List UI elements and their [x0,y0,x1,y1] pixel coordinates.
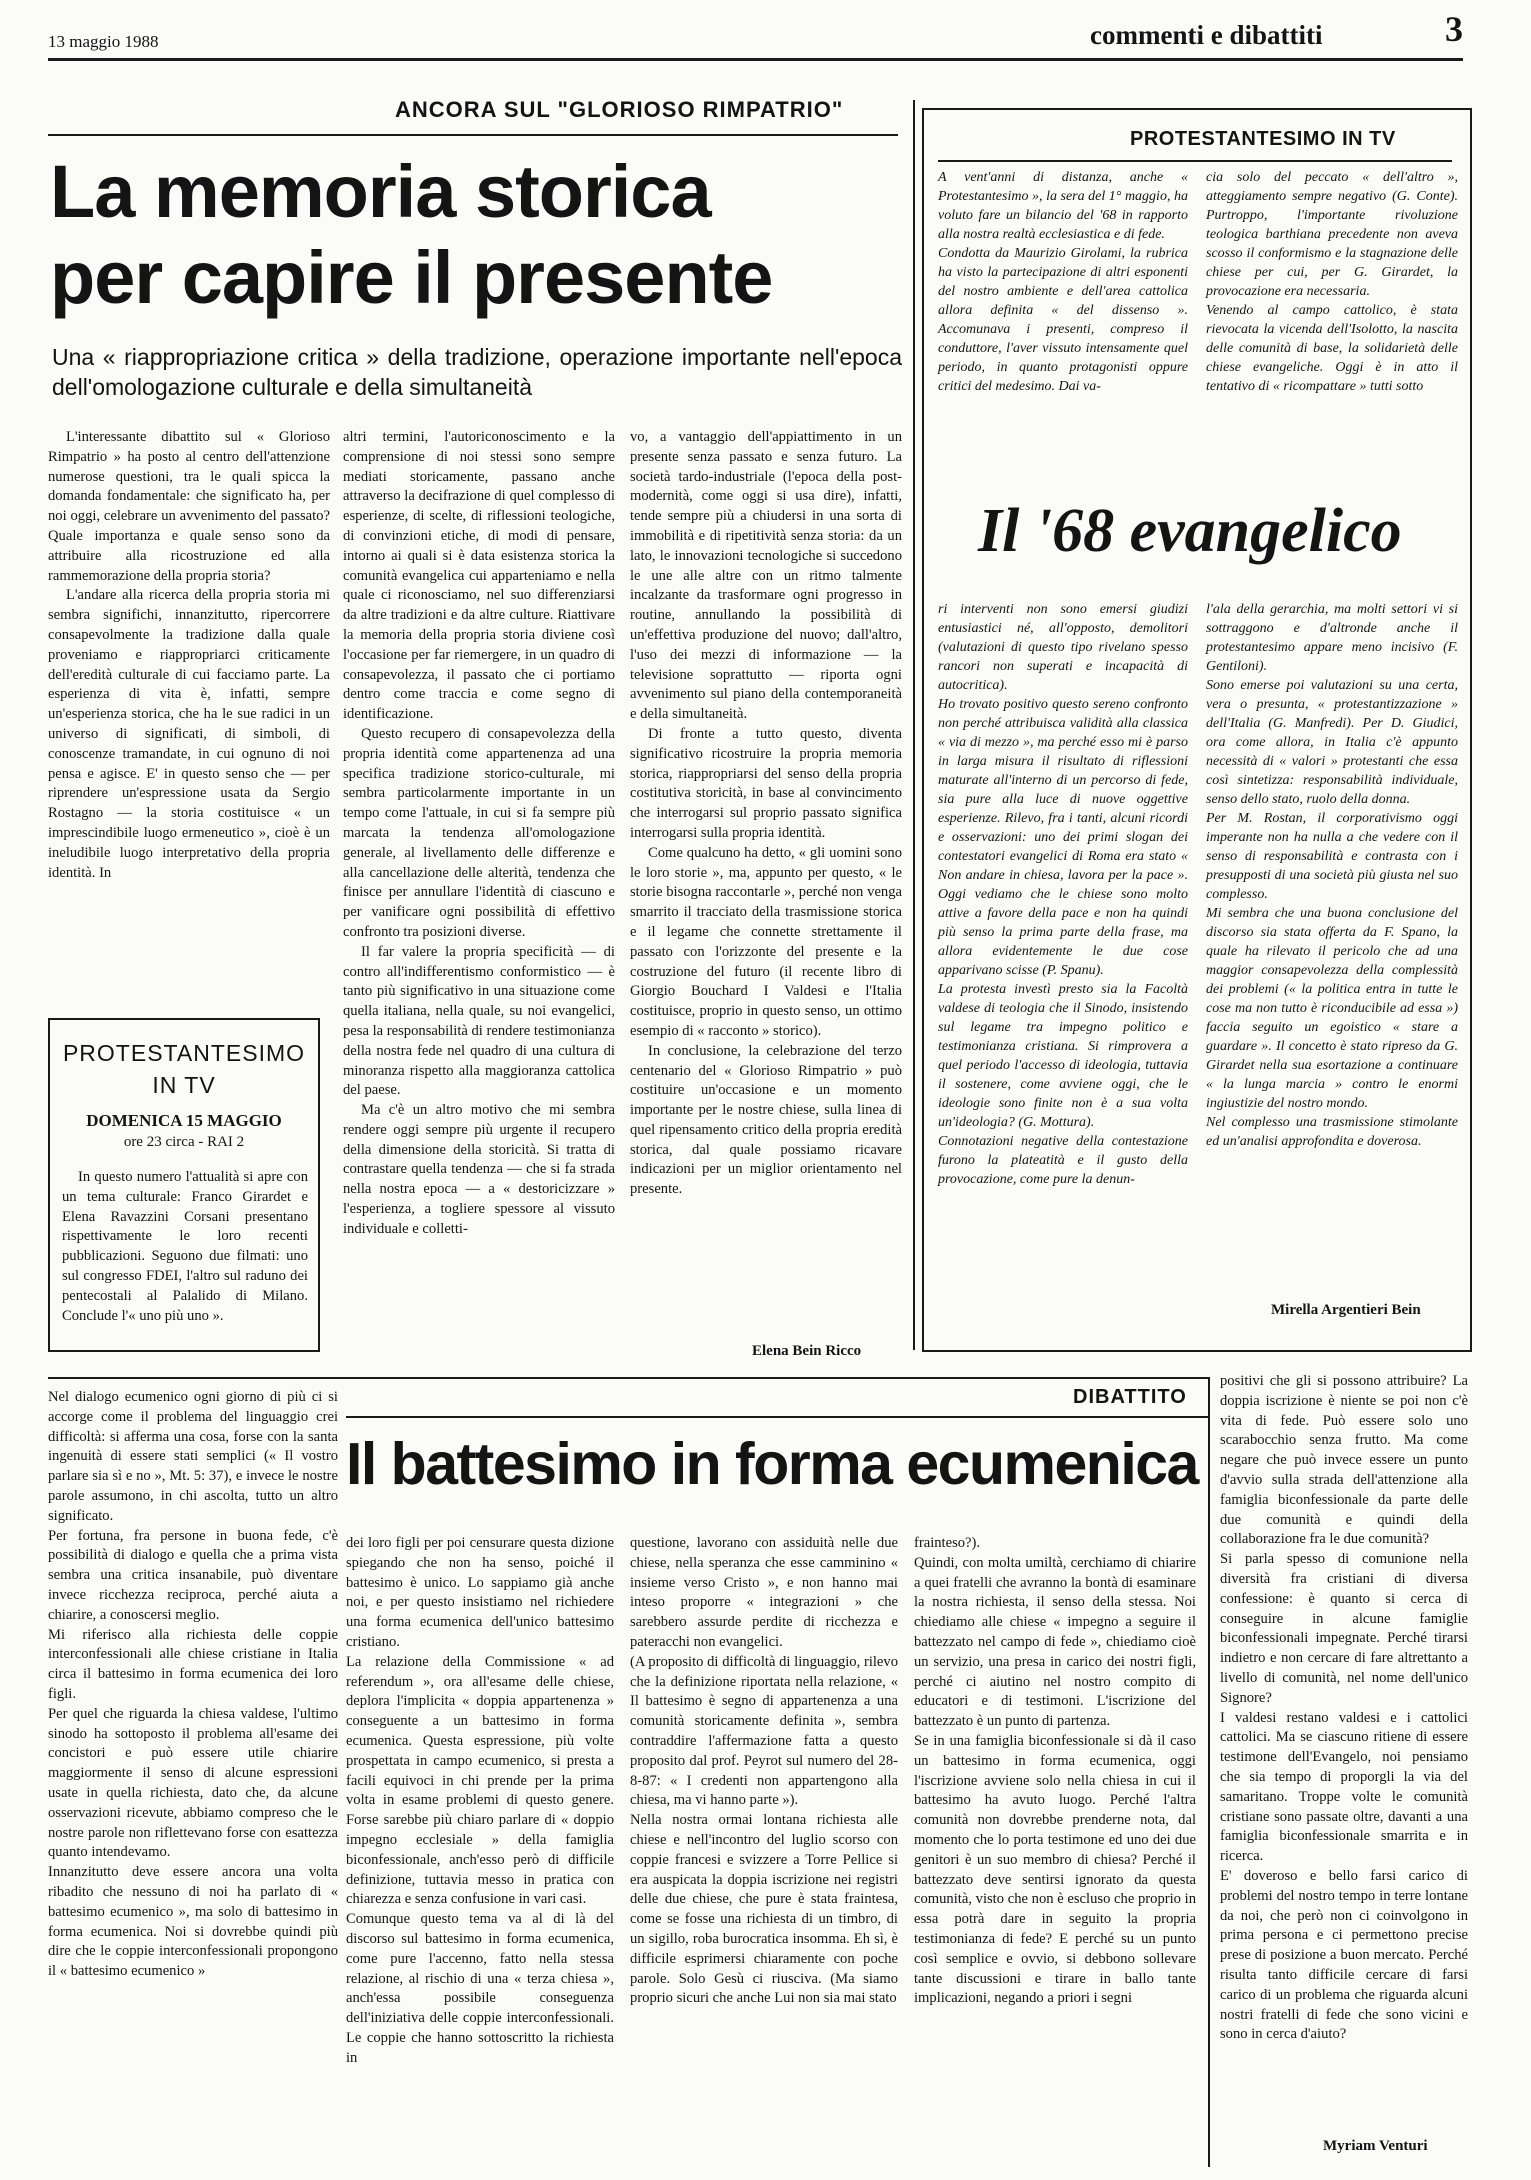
tv-box-title-1: PROTESTANTESIMO [62,1040,306,1066]
article3-col1: Nel dialogo ecumenico ogni giorno di più ci si accorge come il problema del linguaggio crei difficoltà: si afferma una cosa, forse con la santa ingenuità di essere stati semplici (« Il vostro parlare sia sì e no », Mt. 5: 37), e invece le nostre parole assumono, in chi ascolta, tutto un altro significato. Per fortuna, fra persone in buona fede, c'è possibilità di dialogo e quella che a prima vista sembra una critica insanabile, può diventare invece ricchezza reciproca, perché aiuta a chiarire, a conoscersi meglio. Mi riferisco alla richiesta delle coppie interconfessionali alle chiese cristiane in Italia circa il battesimo in forma ecumenica dei loro figli. Per quel che riguarda la chiesa valdese, l'ultimo sinodo ha sottoposto il problema all'esame dei concistori e può essere utile chiarire maggiormente il senso di alcune espressioni usate in quella richiesta, dato che, da alcune osservazioni ricevute, abbiamo compreso che le nostre parole non riflettevano forse con esattezza quanto intendevamo. Innanzitutto deve essere ancora una volta ribadito che nessuno di noi ha parlato di « battesimo ecumenico », ma solo di battesimo in forma ecumenica. Noi si dovrebbe quindi più dire che le coppie interconfessionali propongono il « battesimo ecumenico » [48,1389,338,1980]
paragraph: Di fronte a tutto questo, diventa significativo ricostruire la propria memoria storica, riappropriarsi del senso della propria costitutiva storicità, in base al convincimento che interrogarsi sul proprio passato significa interrogarsi sulla propria identità. [630,725,902,841]
tv-box-title-2: IN TV [152,1072,216,1098]
article3-headline: Il battesimo in forma ecumenica [346,1431,1198,1497]
article2-signature: Mirella Argentieri Bein [1271,1302,1421,1318]
paragraph: Ma c'è un altro motivo che mi sembra rendere oggi sempre più urgente il recupero della dimensione della storicità. Si tratta di contrastare quella tendenza — che si fa strada nella nostra epoca — a « destoricizzare » l'esperienza, a togliere spessore al vissuto individuale e colletti- [343,1102,615,1237]
paragraph: Questo recupero di consapevolezza della propria identità come appartenenza ad una specifica tradizione storico-culturale, mi sembra particolarmente importante in un tempo come l'attuale, in cui si fa sempre più marcata la tendenza all'omologazione generale, al livellamento delle differenze e alla cancellazione delle alterità, tendenza che finisce per annullare l'identità di ciascuno e per vanificare ogni possibilità di effettivo confronto tra posizioni diverse. [343,725,615,940]
article2-col2-bottom: l'ala della gerarchia, ma molti settori vi si sottraggono e d'altronde anche il protestantesimo appare meno incisivo (F. Gentiloni). Sono emerse poi valutazioni su una certa, vera o presunta, « protestantizzazione » dell'Italia (G. Manfredi). Per D. Giudici, ora come allora, in Italia c'è appunto necessità di « valori » protestanti che essa così sintetizza: responsabilità individuale, senso dello stato, ruolo della donna. Per M. Rostan, il corporativismo oggi imperante non ha nulla a che vedere con il senso di responsabilità e contrasta con i presupposti di una società più giusta nel suo complesso. Mi sembra che una buona conclusione del discorso sia stata offerta da F. Spano, la quale ha rilevato il pericolo che ad una maggior consapevolezza della complessità dei problemi (« la politica entra in tutte le cose ma non tutto è riconducibile ad essa ») faccia seguito un egoistico « stare a guardare ». Il concetto è stato ripreso da G. Girardet nella sua esortazione a continuare « la lunga marcia » contro le enormi ingiustizie del nostro mondo. Nel complesso una trasmissione stimolante ed un'analisi approfondita e doverosa. [1206,602,1458,1149]
article1-top-rule [48,134,898,136]
article1-headline-2: per capire il presente [50,236,773,319]
article2-kicker-rule [938,160,1452,162]
article3-col3: questione, lavorano con assiduità nelle due chiese, nella speranza che esse camminino « insieme verso Cristo », e non hanno mai inteso proporre « integrazioni » che sarebbero assurde perdite di ricchezza e pateracchi non evangelici. (A proposito di difficoltà di linguaggio, rilevo che la definizione riportata nella relazione, « Il battesimo è segno di appartenenza a una comunità storicamente definita », sembra contraddire l'affermazione fatta a questo proposito dal prof. Peyrot sul numero del 28-8-87: « I credenti non appartengono alla chiesa, ma vi hanno parte »). Nella nostra ormai lontana richiesta alle chiese e nell'incontro del luglio scorso con coppie francesi e svizzere a Torre Pellice si era auspicata la doppia iscrizione nei registri delle due chiese, che pure è stata fraintesa, come se fosse una richiesta di un timbro, di un sigillo, roba burocratica insomma. Eh sì, è difficile esprimersi chiaramente con poche parole. Solo Gesù ci riusciva. (Ma siamo proprio sicuri che anche Lui non sia mai stato [630,1535,898,2007]
column-divider [913,100,915,1350]
tv-box-body: In questo numero l'attualità si apre con un tema culturale: Franco Girardet e Elena Ravazzini Corsani presentano rispettivamente le loro recenti pubblicazioni. Seguono due filmati: uno sul congresso FDEI, l'altro sul raduno dei pentecostali al Palalido di Milano. Conclude l'« uno più uno ». [62,1169,308,1324]
article3-col5: positivi che gli si possono attribuire? La doppia iscrizione è niente se poi non c'è vita di fede. Può essere solo uno scarabocchio senza frutto. Ma come negare che può invece essere un punto d'avvio sulla strada dell'attenzione alla famiglia biconfessionale da parte delle due comunità e quindi della collaborazione fra le due comunità? Si parla spesso di comunione nella diversità fra cristiani di diversa confessione: è quanto si cerca di conseguire in alcune famiglie biconfessionali impegnate. Perché tirarsi indietro e non cercare di fare altrettanto a livello di comunità, nel nome dell'unico Signore? I valdesi restano valdesi e i cattolici cattolici. Ma se ciascuno ritiene di essere testimone dell'Evangelo, noi pensiamo che sia tempo di proporgli la via del samaritano. Troppe volte le comunità cristiane sono passate oltre, davanti a una famiglia biconfessionale smarrita e in ricerca. E' doveroso e bello farsi carico di problemi del nostro tempo in terre lontane da noi, che però non ci coinvolgono in prima persona e ci permettono precise prese di posizione a buon mercato. Perché risulta tanto difficile cercare di farsi carico di un problema che riguarda alcuni nostri fratelli di fede che sono vicini e sono in cerca d'aiuto? [1220,1373,1468,2043]
tv-box-date: DOMENICA 15 MAGGIO [86,1111,282,1130]
article2-col2-top: cia solo del peccato « dell'altro », atteggiamento sempre negativo (G. Conte). Purtroppo, l'importante rivoluzione teologica barthiana precedente non aveva scosso il conformismo e la stagnazione delle chiese per cui, per G. Girardet, la provocazione era necessaria. Venendo al campo cattolico, è stata rievocata la vicenda dell'Isolotto, la nascita delle comunità di base, la solidarietà delle chiese evangeliche. Oggi è in atto il tentativo di « ricompattare » tutti sotto [1206,170,1458,394]
paragraph: In conclusione, la celebrazione del terzo centenario del « Glorioso Rimpatrio » può costituire un'occasione e un momento importante per le nostre chiese, sulla linea di quel ripensamento critico della propria eredità storica, dal quale possiamo ricavare indicazioni per un miglior orientamento nel presente. [630,1042,902,1198]
page-number: 3 [1445,9,1463,49]
article2-headline: Il '68 evangelico [978,497,1402,565]
article2-kicker: PROTESTANTESIMO IN TV [1130,128,1396,150]
section-title: commenti e dibattiti [1090,20,1323,50]
article1-headline-1: La memoria storica [50,150,711,233]
article3-signature: Myriam Venturi [1323,2138,1428,2154]
paragraph: L'interessante dibattito sul « Glorioso Rimpatrio » ha posto al centro dell'attenzione numerose questioni, tra le quali spicca la domanda fondamentale: che significato ha, per noi oggi, celebrare un avvenimento del passato? Quale importanza e quale senso sono da attribuire alla ricostruzione ed alla rammemorazione della propria storia? [48,429,330,584]
paragraph: altri termini, l'autoriconoscimento e la comprensione di noi stessi sono sempre mediati storicamente, passano anche attraverso la decifrazione di quel complesso di esperienze, di scelte, di riflessioni teologiche, di convinzioni etiche, di modi di pensare, intorno ai quali si è data esistenza storica la comunità evangelica cui apparteniamo e nella quale ci riconosciamo, nel suo differenziarsi da altre tradizioni e da altre culture. Riattivare la memoria della propria storia diviene così l'occasione per far riemergere, in un quadro di consapevolezza, il passato che ci portiamo dentro come traccia e come segno di identificazione. [343,429,615,723]
article3-col2: dei loro figli per poi censurare questa dizione spiegando che non ha senso, poiché il battesimo è unico. Lo sappiamo già anche noi, e per questo insistiamo nel richiedere una forma ecumenica dell'unico battesimo cristiano. La relazione della Commissione « ad referendum », ora all'esame delle chiese, deplora l'implicita « doppia appartenenza » conseguente a un battesimo in forma ecumenica. Questa espressione, più volte prospettata in campo ecumenico, si presta a facili equivoci in chi prende per la prima volta in esame problemi di questo genere. Forse sarebbe più chiaro parlare di « doppio impegno ecclesiale » della famiglia biconfessionale, anch'esso però di difficile definizione, tuttavia messo in pratica con chiarezza e senza confusione in vari casi. Comunque questo tema va al di là del discorso sul battesimo in forma ecumenica, come pure l'accenno, fatto nella stessa relazione, al rischio di una « terza chiesa », anch'essa possibile conseguenza dell'iniziativa delle coppie interconfessionali. Le coppie che hanno sottoscritto la richiesta in [346,1535,614,2066]
article1-col3 [630,428,902,1200]
article2-col1-top: A vent'anni di distanza, anche « Protestantesimo », la sera del 1° maggio, ha voluto fare un bilancio del '68 in rapporto alla nostra realtà ecclesiastica e di fede. Condotta da Maurizio Girolami, la rubrica ha visto la partecipazione di altri esponenti del nostro ambiente e dell'area cattolica allora definita « del dissenso ». Accomunava i presenti, compreso il conduttore, l'aver vissuto intensamente quel periodo, in quanto protagonisti oppure critici del medesimo. Dai va- [938,170,1188,394]
paragraph: vo, a vantaggio dell'appiattimento in un presente senza passato e senza futuro. La società tardo-industriale (l'epoca della post-modernità, come oggi si usa dire), infatti, tende sempre più a chiudersi in una sorta di immobilità e di ripetitività senza storia: da un lato, le innovazioni tecnologiche si succedono le une alle altre con un ritmo talmente incalzante da trasformare ogni progresso in routine, annullando la possibilità di un'effettiva produzione del nuovo; dall'altro, l'uso dei mezzi di informazione — la televisione soprattutto — riporta ogni avvenimento sul piano della contemporaneità e della simultaneità. [630,429,902,723]
article3-kicker-rule [346,1416,1208,1418]
article1-col1 [48,428,330,883]
header-rule [48,58,1463,61]
article3-col4: frainteso?). Quindi, con molta umiltà, cerchiamo di chiarire a quei fratelli che avranno la bontà di esaminare la nostra richiesta, il senso della stessa. Noi chiediamo alle chiese « impegno a seguire il battezzato nel campo di fede », chiediamo cioè un servizio, una presa in carico dei nostri figli, perché ci aiutino nel nostro compito di educatori e di testimoni. L'iscrizione del battezzato è un punto di partenza. Se in una famiglia biconfessionale si dà il caso un battesimo in forma ecumenica, oggi l'iscrizione avviene solo nella chiesa in cui il battesimo ha avuto luogo. Perché l'altra comunità non dovrebbe prenderne nota, dal momento che lo porta testimone ed uno dei due genitori è un suo membro di chiesa? Perché il battezzato deve sentirsi ignorato da questa comunità, visto che non è escluso che proprio in essa potrà dare in seguito la propria testimonianza di fede? E perché su un punto così semplice e ovvio, si debbono sollevare tante discussioni e tirare in ballo tante implicazioni, negando a priori i segni [914,1535,1196,2007]
paragraph: Come qualcuno ha detto, « gli uomini sono le loro storie », ma, appunto per questo, « le storie bisogna raccontarle », perché non venga smarrito il tracciato della trasmissione storica e il legame che connette strettamente il passato con l'orizzonte del presente e la costruzione del futuro (il recente libro di Giorgio Bouchard I Valdesi e l'Italia costituisce, proprio in questo senso, un ottimo esempio di « racconto » storico). [630,844,902,1039]
page-date: 13 maggio 1988 [48,32,159,51]
article1-signature: Elena Bein Ricco [752,1343,862,1359]
bottom-section-rule [48,1377,1208,1379]
article2-col1-bottom: ri interventi non sono emersi giudizi entusiastici né, all'opposto, demolitori (valutazioni di questo tipo rivelano spesso rancori non superati e incapacità di autocritica). Ho trovato positivo questo sereno confronto non perché attribuisca validità alla classica « via di mezzo », ma perché esso mi è parso in larga misura il risultato di riflessioni maturate all'interno di un percorso di fede, sia pure alla luce di nuove oggettive esperienze. Rilevo, fra i tanti, alcuni ricordi e osservazioni: uno dei primi slogan dei contestatori evangelici di Roma era stato « Non andare in chiesa, lavora per la pace ». Oggi vediamo che le chiese sono molto attive a favore della pace e non ha quindi più senso la prima parte della frase, ma allora evidentemente le due cose apparivano scisse (P. Spanu). La protesta investì presto sia la Facoltà valdese di teologia che il Sinodo, insistendo sul legame tra impegno politico e testimonianza cristiana. Si rimprovera a quel periodo l'accesso di ideologia, tuttavia il sostenere, come avviene oggi, che le ideologie sono finite non è a sua volta un'ideologia? (G. Mottura). Connotazioni negative della contestazione furono la plateatità e il gusto della provocazione, come pure la denun- [938,602,1188,1187]
article3-kicker: DIBATTITO [1073,1386,1187,1408]
article1-col2 [343,428,615,1240]
article1-kicker: ANCORA SUL "GLORIOSO RIMPATRIO" [395,97,844,122]
article1-subtitle: Una « riappropriazione critica » della tradizione, operazione importante nell'epoca dell'omologazione culturale e della simultaneità [52,344,902,400]
paragraph: Il far valere la propria specificità — di contro all'indifferentismo conformistico — è tanto più significativo in una situazione come quella italiana, nella quale, su noi evangelici, pesa la responsabilità di rendere testimonianza della nostra fede nel quadro di una cultura di minoranza rispetto alla maggioranza cattolica del paese. [343,943,615,1099]
column-divider [1208,1377,1210,2167]
tv-box-time: ore 23 circa - RAI 2 [123,1134,245,1150]
paragraph: L'andare alla ricerca della propria storia mi sembra significhi, innanzitutto, ripercorrere consapevolmente la tradizione dalla quale proveniamo e riappropriarci criticamente dell'eredità culturale di cui facciamo parte. La esperienza di vita è, infatti, sempre un'esperienza storica, che ha le sue radici in un universo di significati, di simboli, di conoscenze tramandate, in cui ognuno di noi pensa e agisce. E' in questo senso che — per riprendere un'espressione usata da Sergio Rostagno — la storia costituisce « un imprescindibile luogo ermeneutico », cioè è un ineludibile luogo interpretativo della propria identità. In [48,587,330,881]
